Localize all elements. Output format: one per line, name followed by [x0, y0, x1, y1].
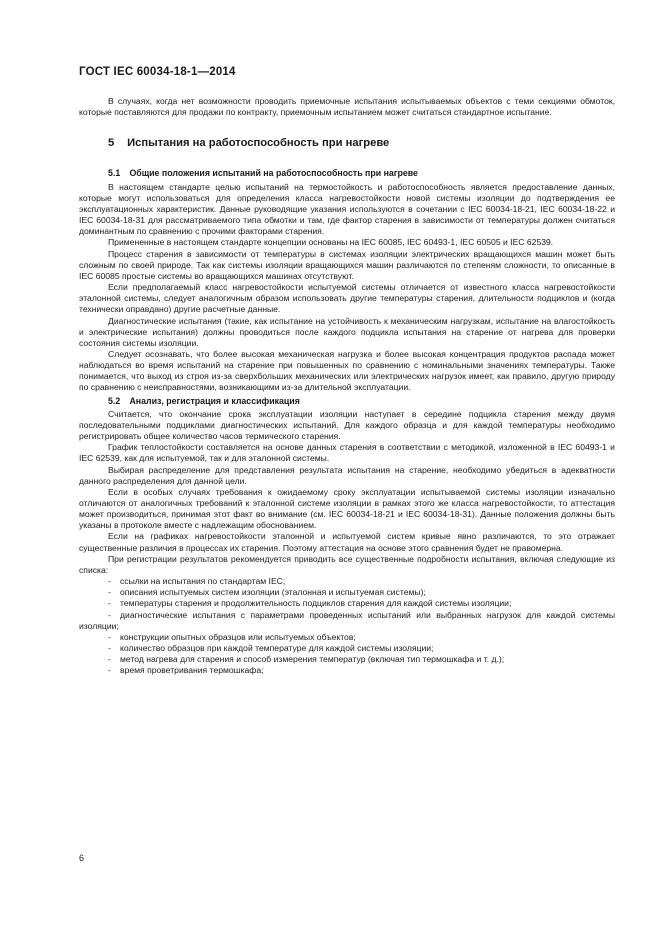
paragraph: Примененные в настоящем стандарте концепции основаны на IEC 60085, IEC 60493-1, IEC 60505 и IEC 62539. — [108, 237, 554, 248]
list-item: - метод нагрева для старения и способ измерения температур (включая тип термошкафа и т. д.); — [108, 654, 505, 665]
registration-list — [79, 576, 615, 676]
subsection-number: 5.1 — [108, 168, 121, 179]
section-heading — [108, 138, 615, 149]
subsection-title: Анализ, регистрация и классификация — [129, 395, 300, 406]
paragraph: Процесс старения в зависимости от температуры в системах изоляции электрических вращающихся машин может быть сложным по своей природе. Так как системы изоляции вращающихся машин различаются по степеням сложности, то описанные в IEC 60085 простые системы во вращающихся машинах отсутствуют. — [79, 248, 615, 281]
list-item: - количество образцов при каждой температуре для каждой системы изоляции; — [108, 643, 434, 654]
section-number: 5 — [108, 137, 115, 150]
paragraph: Если на графиках нагревостойкости эталонной и испытуемой систем кривые явно различаются, то это отражает существенные различия в процессах их старения. Поэтому аттестация на основе этого сравнения будет не правомерна. — [79, 531, 615, 553]
list-item: - описания испытуемых систем изоляции (эталонная и испытуемая системы); — [108, 587, 426, 598]
section-title: Испытания на работоспособность при нагреве — [127, 137, 390, 150]
subsection-heading-5-1 — [108, 168, 615, 179]
list-item: - ссылки на испытания по стандартам IEC; — [108, 576, 286, 587]
subsection-heading-5-2 — [108, 396, 615, 407]
paragraph: Если в особых случаях требования к ожидаемому сроку эксплуатации испытываемой системы изоляции изначально отличаются от аналогичных требований к эталонной системе изоляции в рамках этого же класса нагревостойкости, то аттестация может производиться, принимая этот факт во внимание (см. IEC 60034-18-21 и IEC 60034-18-31). Данные положения должны быть указаны в протоколе вместе с надлежащим обоснованием. — [79, 486, 615, 531]
list-item: - температуры старения и продолжительность подциклов старения для каждой системы изоляции; — [108, 598, 512, 609]
paragraph: Считается, что окончание срока эксплуатации изоляции наступает в середине подцикла старения между двумя последовательными подциклами диагностических испытаний. Для каждого образца и для каждой температуры необходимо регистрировать общее количество часов термического старения. — [79, 408, 615, 442]
paragraph: График теплостойкости составляется на основе данных старения в соответствии с методикой, изложенной в IEC 60493-1 и IEC 62539, как для испытуемой, так и для эталонной системы. — [79, 442, 615, 464]
paragraph: Выбирая распределение для представления результата испытания на старение, необходимо убедиться в адекватности данного распределения для данной цели. — [79, 464, 615, 486]
paragraph: При регистрации результатов рекомендуется приводить все существенные подробности испытания, включая следующие из списка: — [79, 553, 615, 575]
subsection-title: Общие положения испытаний на работоспособность при нагреве — [129, 168, 418, 179]
paragraph: В настоящем стандарте целью испытаний на термостойкость и работоспособность является предоставление данных, которые могут использоваться для определения класса нагревостойкости новой системы изоляции до подтверждения ее эксплуатационных характеристик. Данные руководящие указания используются в сочетании с IEC 60034-18-21, IEC 60034-18-22 и IEC 60034-18-31 для рассматриваемого типа обмотки и там, где фактор старения в зависимости от температуры должен считаться доминантным по сравнению с прочими факторами старения. — [79, 181, 615, 237]
intro-paragraph: В случаях, когда нет возможности проводить приемочные испытания испытываемых объектов с теми секциями обмоток, которые поставляются для продажи по контракту, приемочным испытанием может считаться стандартное испытание. — [79, 96, 615, 118]
list-item: - конструкции опытных образцов или испытуемых объектов; — [108, 631, 356, 642]
paragraph: Следует осознавать, что более высокая механическая нагрузка и более высокая концентрация продуктов распада может наблюдаться во время испытаний на старение при повышенных по сравнению с номинальными значениях температуры. Также понимается, что выход из строя из-за сверхбольших механических или электрических нагрузок имеет, как правило, другую природу по сравнению с неисправностями, возникающими из-за длительной эксплуатации. — [79, 348, 615, 393]
list-item: - диагностические испытания с параметрами проведенных испытаний или выбранных нагрузок для каждой системы изоляции; — [79, 609, 615, 631]
subsection-number: 5.2 — [108, 395, 121, 406]
document-body — [79, 96, 615, 677]
list-item: - время проветривания термошкафа; — [108, 665, 264, 676]
paragraph: Если предполагаемый класс нагревостойкости испытуемой системы отличается от известного класса нагревостойкости эталонной системы, следует аналогичным образом использовать другие температуры старения, длительности подциклов и (когда технически оправдано) другие расчетные данные. — [79, 282, 615, 315]
paragraph: Диагностические испытания (такие, как испытание на устойчивость к механическим нагрузкам, испытание на влагостойкость и электрические испытания) должны проводиться после каждого подцикла испытания на старение от нагрева для проверки состояния системы изоляции. — [79, 315, 615, 348]
page-number: 6 — [79, 853, 85, 863]
standard-header: ГОСТ IEC 60034-18-1—2014 — [79, 66, 236, 78]
